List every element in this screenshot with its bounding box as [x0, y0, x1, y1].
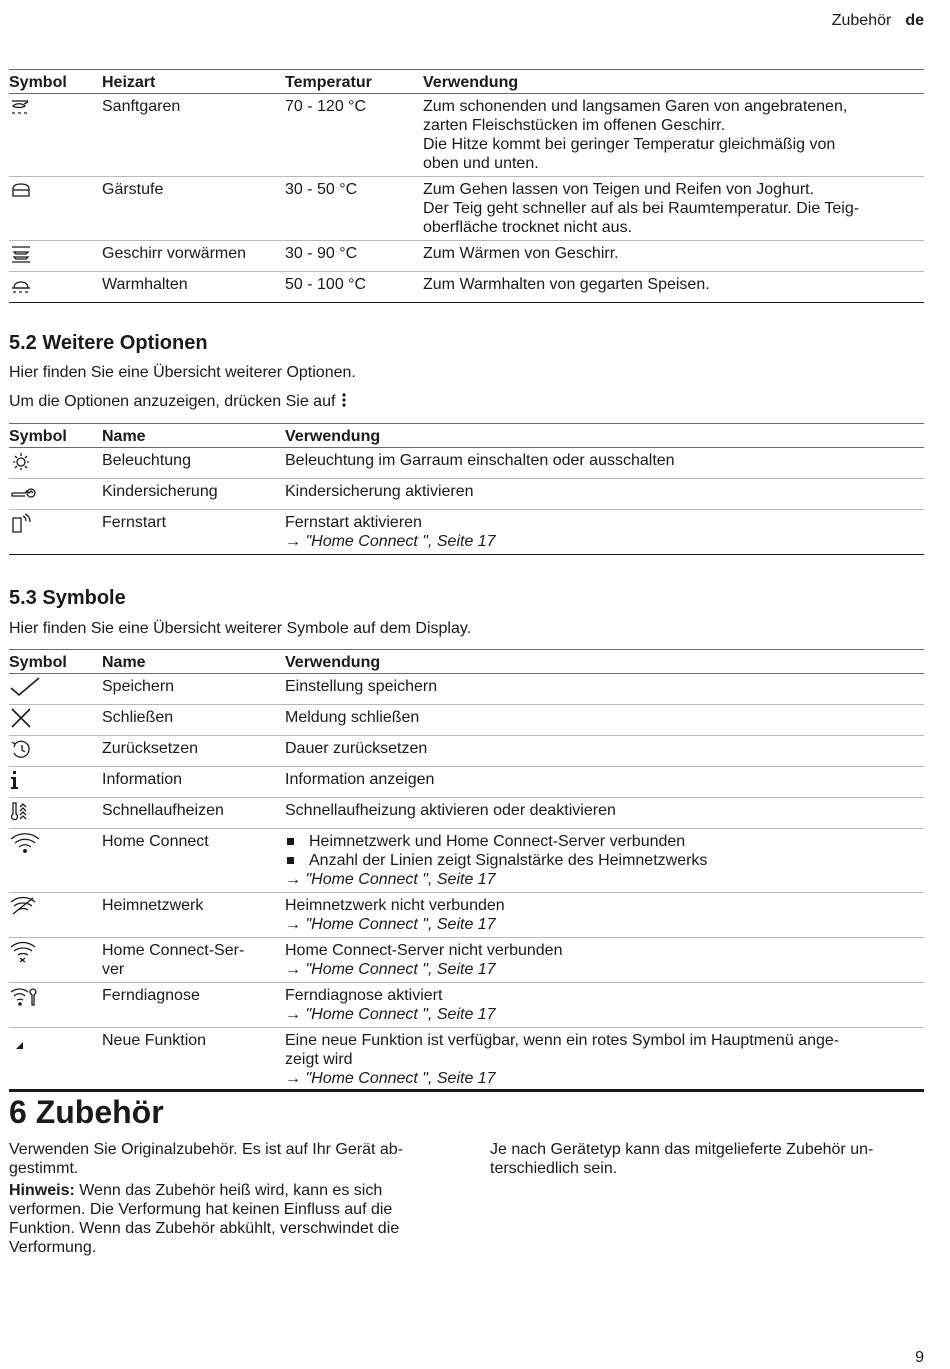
section-heading-5-2: 5.2 Weitere Optionen — [9, 332, 208, 354]
row-name: Beleuchtung — [102, 448, 285, 479]
page-reference-link[interactable] — [285, 532, 924, 551]
table-row — [9, 983, 924, 1028]
use-line: Heimnetzwerk nicht verbunden — [285, 897, 505, 914]
row-name: Heimnetzwerk — [102, 893, 285, 938]
note-paragraph — [9, 1181, 447, 1257]
list-item: Anzahl der Linien zeigt Signalstärke des Heimnetzwerks — [285, 851, 924, 870]
page-number: 9 — [915, 1349, 924, 1366]
name-line: Home Connect-Ser- — [102, 942, 245, 959]
row-name: Neue Funktion — [102, 1028, 285, 1092]
more-options-icon — [340, 392, 348, 408]
text-line: Funktion. Wenn das Zubehör abkühlt, verschwindet die — [9, 1220, 400, 1237]
table-header-row — [9, 650, 924, 674]
row-use — [423, 177, 924, 241]
row-name: Sanftgaren — [102, 94, 285, 177]
row-name: Speichern — [102, 674, 285, 705]
page-reference-link[interactable] — [285, 870, 924, 889]
use-line: oben und unten. — [423, 155, 539, 172]
plate-warming-icon — [9, 244, 33, 263]
row-use: Dauer zurücksetzen — [285, 736, 924, 767]
wifi-off-icon — [9, 896, 33, 915]
row-name: Gärstufe — [102, 177, 285, 241]
arrow-icon: → — [285, 1006, 301, 1023]
row-temp: 70 - 120 °C — [285, 94, 423, 177]
reference-text: "Home Connect ", Seite 17 — [305, 1006, 496, 1023]
intro-text: Hier finden Sie eine Übersicht weiterer Symbole auf dem Display. — [9, 620, 472, 637]
right-column — [490, 1140, 928, 1178]
table-row — [9, 94, 924, 177]
table-row — [9, 736, 924, 767]
row-use — [285, 510, 924, 555]
col-header: Verwendung — [423, 70, 924, 94]
text-line: gestimmt. — [9, 1160, 79, 1177]
chapter-heading-6: 6 Zubehör — [9, 1094, 164, 1130]
row-name: Ferndiagnose — [102, 983, 285, 1028]
row-name: Warmhalten — [102, 272, 285, 303]
close-x-icon — [9, 708, 33, 727]
row-temp: 50 - 100 °C — [285, 272, 423, 303]
row-use — [423, 241, 924, 272]
keep-warm-icon — [9, 275, 33, 294]
row-temp: 30 - 90 °C — [285, 241, 423, 272]
text-line: terschiedlich sein. — [490, 1160, 618, 1177]
use-line: Zum Wärmen von Geschirr. — [423, 245, 619, 262]
col-header: Temperatur — [285, 70, 423, 94]
row-use — [285, 938, 924, 983]
use-line: Zum Warmhalten von gegarten Speisen. — [423, 276, 710, 293]
arrow-icon: → — [285, 961, 301, 978]
page-reference-link[interactable] — [285, 915, 924, 934]
light-bulb-icon — [9, 451, 33, 470]
arrow-icon: → — [285, 916, 301, 933]
child-lock-key-icon — [9, 482, 33, 501]
col-header: Verwendung — [285, 424, 924, 448]
arrow-icon: → — [285, 1070, 301, 1087]
row-use — [423, 272, 924, 303]
name-line: ver — [102, 961, 125, 978]
arrow-icon: → — [285, 871, 301, 888]
row-name: Schnellaufheizen — [102, 798, 285, 829]
use-line: zarten Fleischstücken im offenen Geschirr. — [423, 117, 726, 134]
use-line: Zum schonenden und langsamen Garen von angebratenen, — [423, 98, 848, 115]
col-header: Heizart — [102, 70, 285, 94]
info-icon — [9, 770, 33, 789]
instruction-label: Um die Optionen anzuzeigen, drücken Sie auf — [9, 393, 336, 410]
table-row — [9, 272, 924, 303]
col-header: Verwendung — [285, 650, 924, 674]
table-row — [9, 510, 924, 555]
table-row — [9, 1028, 924, 1092]
new-feature-corner-icon — [9, 1031, 33, 1050]
use-line: Fernstart aktivieren — [285, 514, 422, 531]
section-heading-5-3: 5.3 Symbole — [9, 587, 126, 609]
text-line: Je nach Gerätetyp kann das mitgelieferte Zubehör un- — [490, 1141, 874, 1158]
wifi-server-error-icon — [9, 941, 33, 960]
table-row — [9, 798, 924, 829]
rapid-heat-icon — [9, 801, 33, 820]
row-use: Information anzeigen — [285, 767, 924, 798]
table-row — [9, 177, 924, 241]
col-header: Symbol — [9, 424, 102, 448]
table-row — [9, 767, 924, 798]
use-line: zeigt wird — [285, 1051, 353, 1068]
row-name: Kindersicherung — [102, 479, 285, 510]
row-use — [285, 829, 924, 893]
header-language: de — [905, 12, 924, 29]
reset-timer-icon — [9, 739, 33, 758]
table-row — [9, 893, 924, 938]
page-reference-link[interactable] — [285, 1005, 924, 1024]
row-name: Information — [102, 767, 285, 798]
col-header: Symbol — [9, 70, 102, 94]
row-name: Zurücksetzen — [102, 736, 285, 767]
row-use — [285, 983, 924, 1028]
paragraph — [9, 1140, 447, 1178]
col-header: Name — [102, 424, 285, 448]
table-header-row — [9, 70, 924, 94]
text-line: Wenn das Zubehör heiß wird, kann es sich — [74, 1182, 383, 1199]
reference-text: "Home Connect ", Seite 17 — [305, 961, 496, 978]
symbols-table — [9, 649, 924, 1092]
table-row — [9, 479, 924, 510]
options-table — [9, 423, 924, 555]
note-label: Hinweis: — [9, 1182, 75, 1199]
text-line: verformen. Die Verformung hat keinen Einfluss auf die — [9, 1201, 393, 1218]
row-temp: 30 - 50 °C — [285, 177, 423, 241]
col-header: Name — [102, 650, 285, 674]
row-name: Fernstart — [102, 510, 285, 555]
heating-modes-table — [9, 69, 924, 303]
use-line: Der Teig geht schneller auf als bei Raumtemperatur. Die Teig- — [423, 200, 860, 217]
text-line: Verformung. — [9, 1239, 97, 1256]
row-name: Home Connect — [102, 829, 285, 893]
checkmark-icon — [9, 677, 33, 696]
wifi-icon — [9, 832, 33, 851]
remote-start-icon — [9, 513, 33, 532]
use-line: oberfläche trocknet nicht aus. — [423, 219, 633, 236]
row-name: Geschirr vorwärmen — [102, 241, 285, 272]
row-use — [285, 893, 924, 938]
row-use: Einstellung speichern — [285, 674, 924, 705]
reference-text: "Home Connect ", Seite 17 — [305, 1070, 496, 1087]
text-line: Verwenden Sie Originalzubehör. Es ist auf Ihr Gerät ab- — [9, 1141, 403, 1158]
table-row — [9, 241, 924, 272]
page-header — [832, 11, 924, 30]
use-line: Zum Gehen lassen von Teigen und Reifen von Joghurt. — [423, 181, 815, 198]
row-name — [102, 938, 285, 983]
instruction-text — [9, 392, 348, 411]
table-row — [9, 705, 924, 736]
page-reference-link[interactable] — [285, 960, 924, 979]
left-column — [9, 1140, 447, 1257]
paragraph — [490, 1140, 928, 1178]
reference-text: "Home Connect ", Seite 17 — [305, 533, 496, 550]
table-row — [9, 829, 924, 893]
reference-text: "Home Connect ", Seite 17 — [305, 916, 496, 933]
row-use: Schnellaufheizung aktivieren oder deaktivieren — [285, 798, 924, 829]
use-line: Ferndiagnose aktiviert — [285, 987, 443, 1004]
row-use — [423, 94, 924, 177]
list-item: Heimnetzwerk und Home Connect-Server verbunden — [285, 832, 924, 851]
use-line: Home Connect-Server nicht verbunden — [285, 942, 563, 959]
reference-text: "Home Connect ", Seite 17 — [305, 871, 496, 888]
arrow-icon: → — [285, 533, 301, 550]
bullet-list — [285, 832, 924, 870]
chapter-divider — [9, 1089, 924, 1092]
page-reference-link[interactable] — [285, 1069, 924, 1088]
table-row — [9, 938, 924, 983]
wifi-wrench-icon — [9, 986, 33, 1005]
table-header-row — [9, 424, 924, 448]
col-header: Symbol — [9, 650, 102, 674]
gentle-cooking-icon — [9, 97, 33, 116]
use-line: Eine neue Funktion ist verfügbar, wenn ein rotes Symbol im Hauptmenü ange- — [285, 1032, 840, 1049]
row-name: Schließen — [102, 705, 285, 736]
row-use: Meldung schließen — [285, 705, 924, 736]
proofing-icon — [9, 180, 33, 199]
header-section: Zubehör — [831, 12, 892, 29]
use-line: Die Hitze kommt bei geringer Temperatur gleichmäßig von — [423, 136, 836, 153]
intro-text: Hier finden Sie eine Übersicht weiterer Optionen. — [9, 364, 356, 381]
row-use: Beleuchtung im Garraum einschalten oder ausschalten — [285, 448, 924, 479]
table-row — [9, 674, 924, 705]
row-use — [285, 1028, 924, 1092]
row-use: Kindersicherung aktivieren — [285, 479, 924, 510]
table-row — [9, 448, 924, 479]
